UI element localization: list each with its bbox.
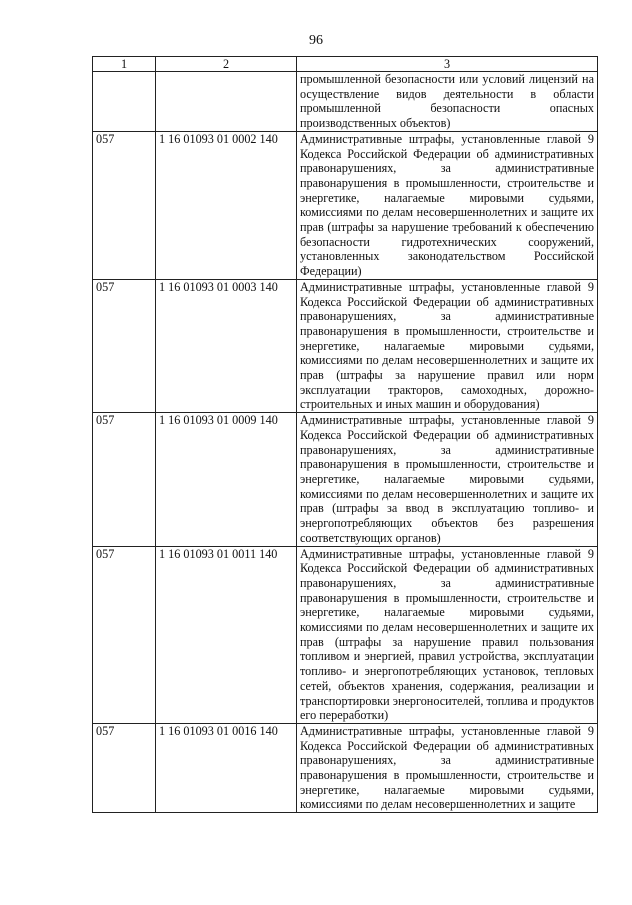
column-header: 3	[297, 57, 598, 72]
budget-code-cell: 1 16 01093 01 0009 140	[156, 413, 297, 546]
page-number: 96	[309, 33, 323, 48]
column-header: 1	[93, 57, 156, 72]
table-row	[93, 72, 598, 132]
description-cell: Административные штрафы, установленные главой 9 Кодекса Российской Федерации об административных правонарушениях, за административные правонарушения в промышленности, строительстве и энергетике, налагаемые мировыми судьями, комиссиями по делам несовершеннолетних и защите их прав (штрафы за ввод в эксплуатацию топливо- и энергопотребляющих объектов без разрешения соответствующих органов)	[297, 413, 598, 546]
table-row	[93, 279, 598, 412]
description-cell: Административные штрафы, установленные главой 9 Кодекса Российской Федерации об административных правонарушениях, за административные правонарушения в промышленности, строительстве и энергетике, налагаемые мировыми судьями, комиссиями по делам несовершеннолетних и защите	[297, 723, 598, 812]
admin-code-cell: 057	[93, 413, 156, 546]
budget-code-cell	[156, 72, 297, 132]
admin-code-cell: 057	[93, 723, 156, 812]
budget-code-cell: 1 16 01093 01 0003 140	[156, 279, 297, 412]
table-header-row	[93, 57, 598, 72]
budget-codes-table	[92, 56, 598, 813]
admin-code-cell: 057	[93, 279, 156, 412]
description-cell: промышленной безопасности или условий лицензий на осуществление видов деятельности в области промышленной безопасности опасных производственных объектов)	[297, 72, 598, 132]
budget-code-cell: 1 16 01093 01 0011 140	[156, 546, 297, 723]
admin-code-cell: 057	[93, 131, 156, 279]
table-row	[93, 131, 598, 279]
admin-code-cell	[93, 72, 156, 132]
admin-code-cell: 057	[93, 546, 156, 723]
budget-code-cell: 1 16 01093 01 0016 140	[156, 723, 297, 812]
table-row	[93, 413, 598, 546]
budget-code-cell: 1 16 01093 01 0002 140	[156, 131, 297, 279]
table-row	[93, 723, 598, 812]
table-row	[93, 546, 598, 723]
description-cell: Административные штрафы, установленные главой 9 Кодекса Российской Федерации об административных правонарушениях, за административные правонарушения в промышленности, строительстве и энергетике, налагаемые мировыми судьями, комиссиями по делам несовершеннолетних и защите их прав (штрафы за нарушение требований к обеспечению безопасности гидротехнических сооружений, установленных законодательством Российской Федерации)	[297, 131, 598, 279]
description-cell: Административные штрафы, установленные главой 9 Кодекса Российской Федерации об административных правонарушениях, за административные правонарушения в промышленности, строительстве и энергетике, налагаемые мировыми судьями, комиссиями по делам несовершеннолетних и защите их прав (штрафы за нарушение правил пользования топливом и энергией, правил устройства, эксплуатации топливо- и энергопотребляющих установок, тепловых сетей, объектов хранения, содержания, реализации и транспортировки энергоносителей, топлива и продуктов его переработки)	[297, 546, 598, 723]
description-cell: Административные штрафы, установленные главой 9 Кодекса Российской Федерации об административных правонарушениях, за административные правонарушения в промышленности, строительстве и энергетике, налагаемые мировыми судьями, комиссиями по делам несовершеннолетних и защите их прав (штрафы за нарушение правил или норм эксплуатации тракторов, самоходных, дорожно-строительных и иных машин и оборудования)	[297, 279, 598, 412]
column-header: 2	[156, 57, 297, 72]
